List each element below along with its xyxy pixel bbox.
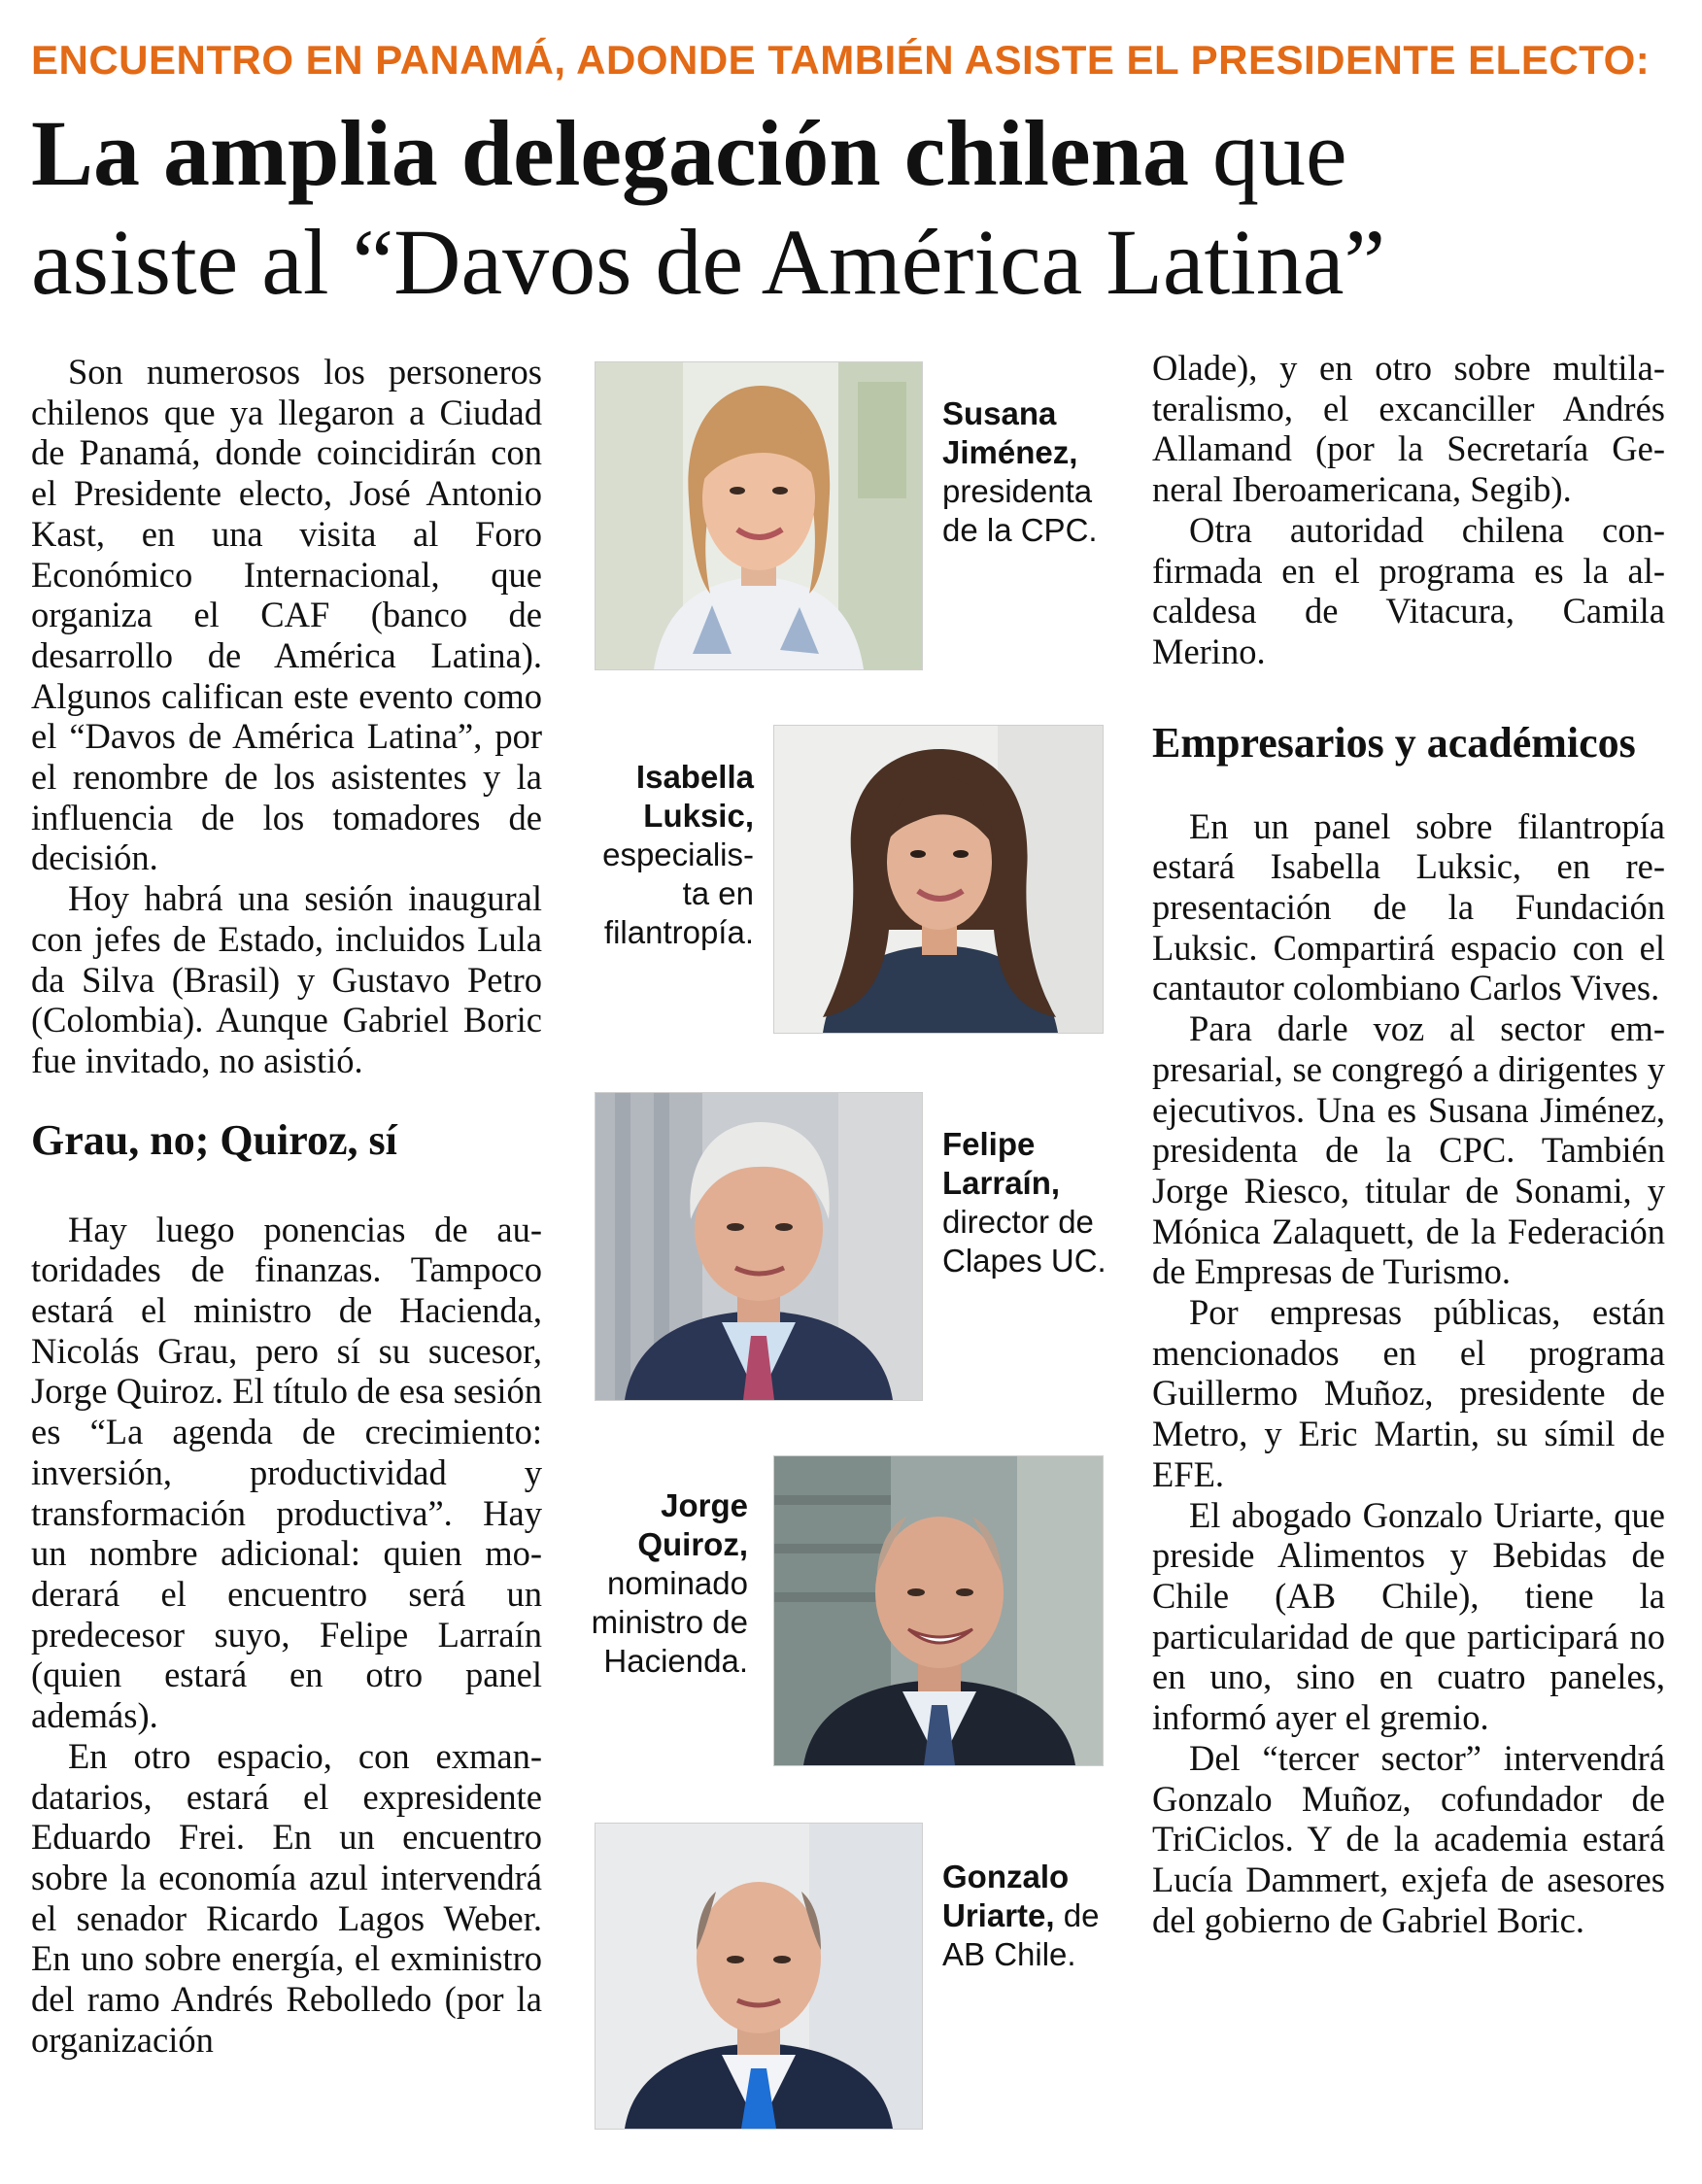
caption-role: director de: [942, 1204, 1094, 1240]
caption-role: AB Chile.: [942, 1936, 1076, 1972]
caption-name: Gonzalo: [942, 1859, 1070, 1894]
caption-name: Felipe: [942, 1126, 1036, 1162]
portrait-man-blue-tie: [596, 1824, 922, 2129]
paragraph: Otra autoridad chilena confirmada en el programa es la alcaldesa de Vitacura, Camila Merino.: [1152, 509, 1665, 671]
portrait-man-bald-smiling: [774, 1456, 1103, 1765]
portrait-woman-blonde: [596, 362, 922, 669]
caption-jorge-quiroz: [554, 1486, 748, 1681]
paragraph: Por empresas públicas, están mencionados en el programa Guillermo Muñoz, presidente de Metro, y Eric Martin, su símil de EFE.: [1152, 1292, 1665, 1494]
caption-role: ministro de: [591, 1604, 748, 1640]
subhead-empresarios: Empresarios y académicos: [1152, 718, 1636, 767]
caption-role: Clapes UC.: [942, 1243, 1106, 1279]
paragraph: Hay luego ponencias de autoridades de finanzas. Tampoco estará el ministro de Hacienda, Nicolás Grau, pero sí su sucesor, Jorge Quiroz. El título de esa sesión es “La agenda de crecimiento: inversión, productividad y transformación productiva”. Hay un nombre adicional: quien moderará el encuentro será un predecesor suyo, Felipe Larraín (quien estará en otro panel además).: [31, 1209, 542, 1736]
caption-name: Jorge: [661, 1487, 748, 1523]
caption-name: Uriarte,: [942, 1897, 1055, 1933]
caption-isabella-luksic: [563, 758, 754, 952]
paragraph: Olade), y en otro sobre multilateralismo, el excanciller Andrés Allamand (por la Secretaría General Iberoamericana, Segib).: [1152, 348, 1665, 510]
portrait-woman-brunette: [774, 726, 1103, 1033]
caption-susana-jimenez: [942, 394, 1137, 550]
caption-role: filantropía.: [603, 914, 754, 950]
paragraph: Son numerosos los personeros chilenos que ya llegaron a Ciudad de Panamá, donde coincidirán con el Presidente electo, José Antonio Kast, en una visita al Foro Económico Internacional, que organiza el CAF (banco de desarrollo de América Latina). Algunos califican este evento como el “Davos de América Latina”, por el renombre de los asistentes y la influencia de los tomadores de decisión.: [31, 352, 542, 878]
paragraph: El abogado Gonzalo Uriarte, que preside Alimentos y Bebidas de Chile (AB Chile), tiene la particularidad de que participará no en uno, sino en cuatro paneles, informó ayer el gremio.: [1152, 1494, 1665, 1738]
subhead-grau: Grau, no; Quiroz, sí: [31, 1115, 397, 1164]
caption-name: Quiroz,: [637, 1526, 748, 1562]
caption-role: presidenta: [942, 473, 1093, 509]
caption-name-suffix: de: [1054, 1897, 1100, 1933]
caption-felipe-larrain: [942, 1125, 1137, 1280]
caption-name: Isabella: [635, 759, 754, 795]
photo-gonzalo-uriarte: [595, 1823, 923, 2130]
headline: [31, 99, 1673, 317]
headline-line-2: asiste al “Davos de América Latina”: [31, 210, 1386, 314]
caption-gonzalo-uriarte: [942, 1858, 1137, 1974]
headline-bold: La amplia delegación chilena: [31, 101, 1190, 205]
caption-name: Luksic,: [643, 798, 754, 834]
left-column: [31, 352, 542, 2060]
paragraph: Del “tercer sector” intervendrá Gonzalo Muñoz, cofundador de TriCiclos. Y de la academia estará Lucía Dammert, exjefa de asesores del gobierno de Gabriel Boric.: [1152, 1737, 1665, 1940]
caption-name: Susana: [942, 395, 1057, 431]
right-column: [1152, 348, 1665, 1940]
caption-role: especialis-: [602, 836, 754, 872]
headline-regular: que: [1189, 101, 1347, 205]
photo-felipe-larrain: [595, 1092, 923, 1401]
paragraph: Para darle voz al sector empresarial, se congregó a dirigentes y ejecutivos. Una es Susana Jiménez, presidenta de la CPC. También Jorge Riesco, titular de Sonami, y Mónica Zalaquett, de la Federación de Empresas de Turismo.: [1152, 1008, 1665, 1292]
caption-role: nominado: [607, 1565, 748, 1601]
caption-name: Jiménez,: [942, 434, 1078, 470]
caption-role: Hacienda.: [603, 1643, 748, 1679]
caption-name: Larraín,: [942, 1165, 1061, 1201]
paragraph: En un panel sobre filantropía estará Isabella Luksic, en representación de la Fundación Luksic. Compartirá espacio con el cantautor colombiano Carlos Vives.: [1152, 805, 1665, 1008]
photo-jorge-quiroz: [773, 1455, 1104, 1766]
photo-isabella-luksic: [773, 725, 1104, 1034]
paragraph: Hoy habrá una sesión inaugural con jefes de Estado, incluidos Lula da Silva (Brasil) y Gustavo Petro (Colombia). Aunque Gabriel Boric fue invitado, no asistió.: [31, 878, 542, 1080]
caption-role: de la CPC.: [942, 512, 1098, 548]
portrait-man-grey-hair: [596, 1093, 922, 1400]
photo-susana-jimenez: [595, 361, 923, 670]
kicker: ENCUENTRO EN PANAMÁ, ADONDE TAMBIÉN ASISTE EL PRESIDENTE ELECTO:: [31, 37, 1651, 83]
caption-role: ta en: [682, 875, 754, 911]
paragraph: En otro espacio, con exmandatarios, estará el expresidente Eduardo Frei. En un encuentro sobre la economía azul intervendrá el senador Ricardo Lagos Weber. En uno sobre energía, el exministro del ramo Andrés Rebolledo (por la organización: [31, 1735, 542, 2060]
